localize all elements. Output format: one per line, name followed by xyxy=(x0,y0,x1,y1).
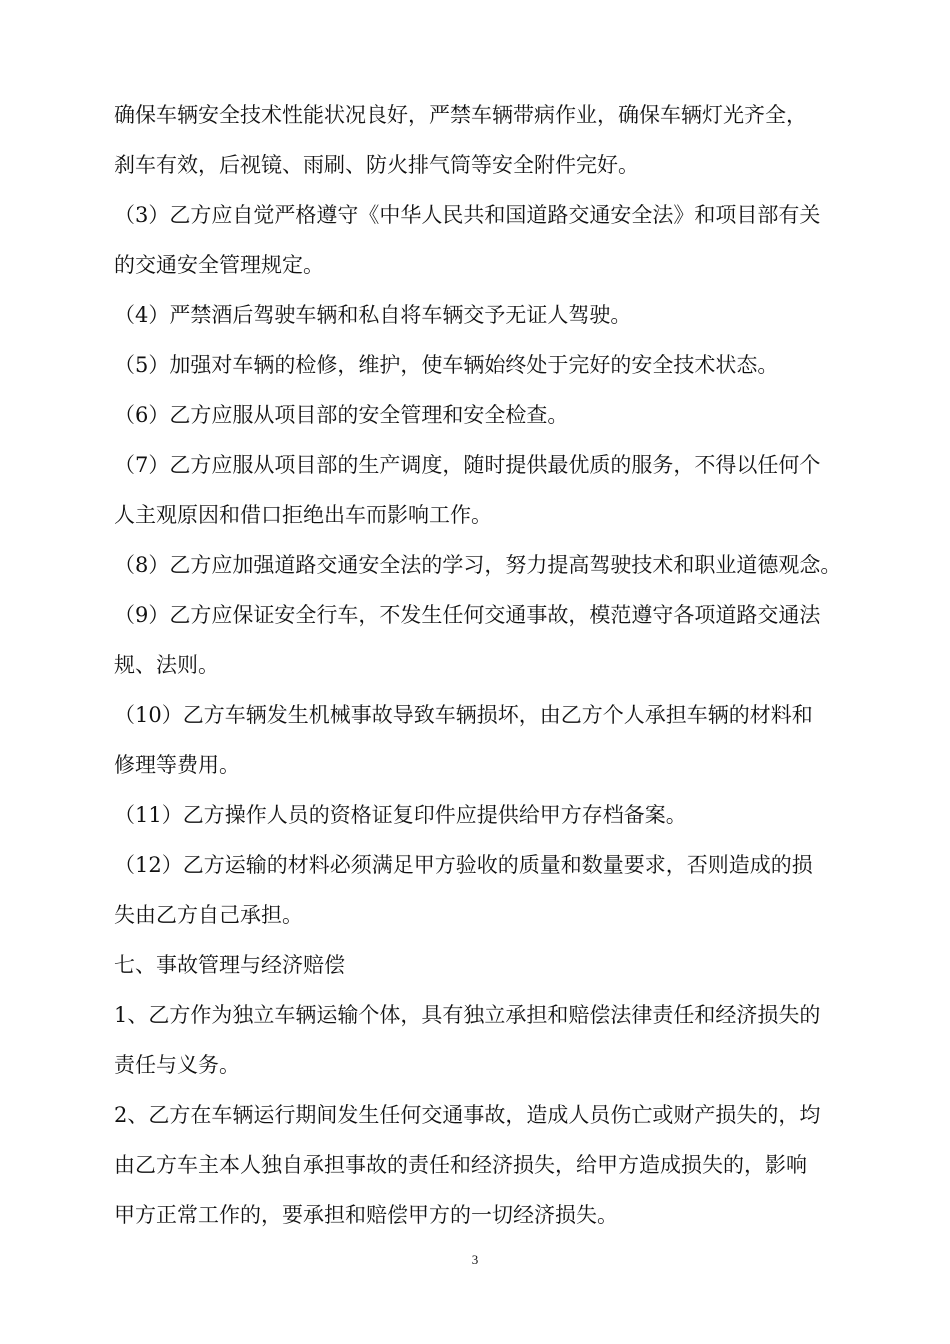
text-line: （12）乙方运输的材料必须满足甲方验收的质量和数量要求，否则造成的损 xyxy=(114,853,813,877)
text-line: （6）乙方应服从项目部的安全管理和安全检查。 xyxy=(114,403,569,427)
text-line: （4）严禁酒后驾驶车辆和私自将车辆交予无证人驾驶。 xyxy=(114,303,632,327)
text-line: 修理等费用。 xyxy=(114,753,240,777)
text-line: 2、乙方在车辆运行期间发生任何交通事故，造成人员伤亡或财产损失的，均 xyxy=(114,1103,821,1127)
text-line: 责任与义务。 xyxy=(114,1053,240,1077)
page-number: 3 xyxy=(471,1252,479,1267)
text-line: 1、乙方作为独立车辆运输个体，具有独立承担和赔偿法律责任和经济损失的 xyxy=(114,1003,821,1027)
text-line: （7）乙方应服从项目部的生产调度，随时提供最优质的服务，不得以任何个 xyxy=(114,453,821,477)
body-text xyxy=(114,90,862,1240)
text-line: （3）乙方应自觉严格遵守《中华人民共和国道路交通安全法》和项目部有关 xyxy=(114,203,821,227)
text-line: 确保车辆安全技术性能状况良好，严禁车辆带病作业，确保车辆灯光齐全， xyxy=(114,103,807,127)
text-line: 失由乙方自己承担。 xyxy=(114,903,303,927)
text-line: （11）乙方操作人员的资格证复印件应提供给甲方存档备案。 xyxy=(114,803,687,827)
text-line: （5）加强对车辆的检修，维护，使车辆始终处于完好的安全技术状态。 xyxy=(114,353,779,377)
section-heading: 七、事故管理与经济赔偿 xyxy=(114,953,345,977)
text-line: 的交通安全管理规定。 xyxy=(114,253,324,277)
text-line: （9）乙方应保证安全行车，不发生任何交通事故，模范遵守各项道路交通法 xyxy=(114,603,821,627)
text-line: 甲方正常工作的，要承担和赔偿甲方的一切经济损失。 xyxy=(114,1203,618,1227)
text-line: 人主观原因和借口拒绝出车而影响工作。 xyxy=(114,503,492,527)
text-line: （8）乙方应加强道路交通安全法的学习，努力提高驾驶技术和职业道德观念。 xyxy=(114,553,842,577)
text-line: 刹车有效，后视镜、雨刷、防火排气筒等安全附件完好。 xyxy=(114,153,639,177)
text-line: （10）乙方车辆发生机械事故导致车辆损坏，由乙方个人承担车辆的材料和 xyxy=(114,703,813,727)
text-line: 规、法则。 xyxy=(114,653,219,677)
text-line: 由乙方车主本人独自承担事故的责任和经济损失，给甲方造成损失的，影响 xyxy=(114,1153,807,1177)
